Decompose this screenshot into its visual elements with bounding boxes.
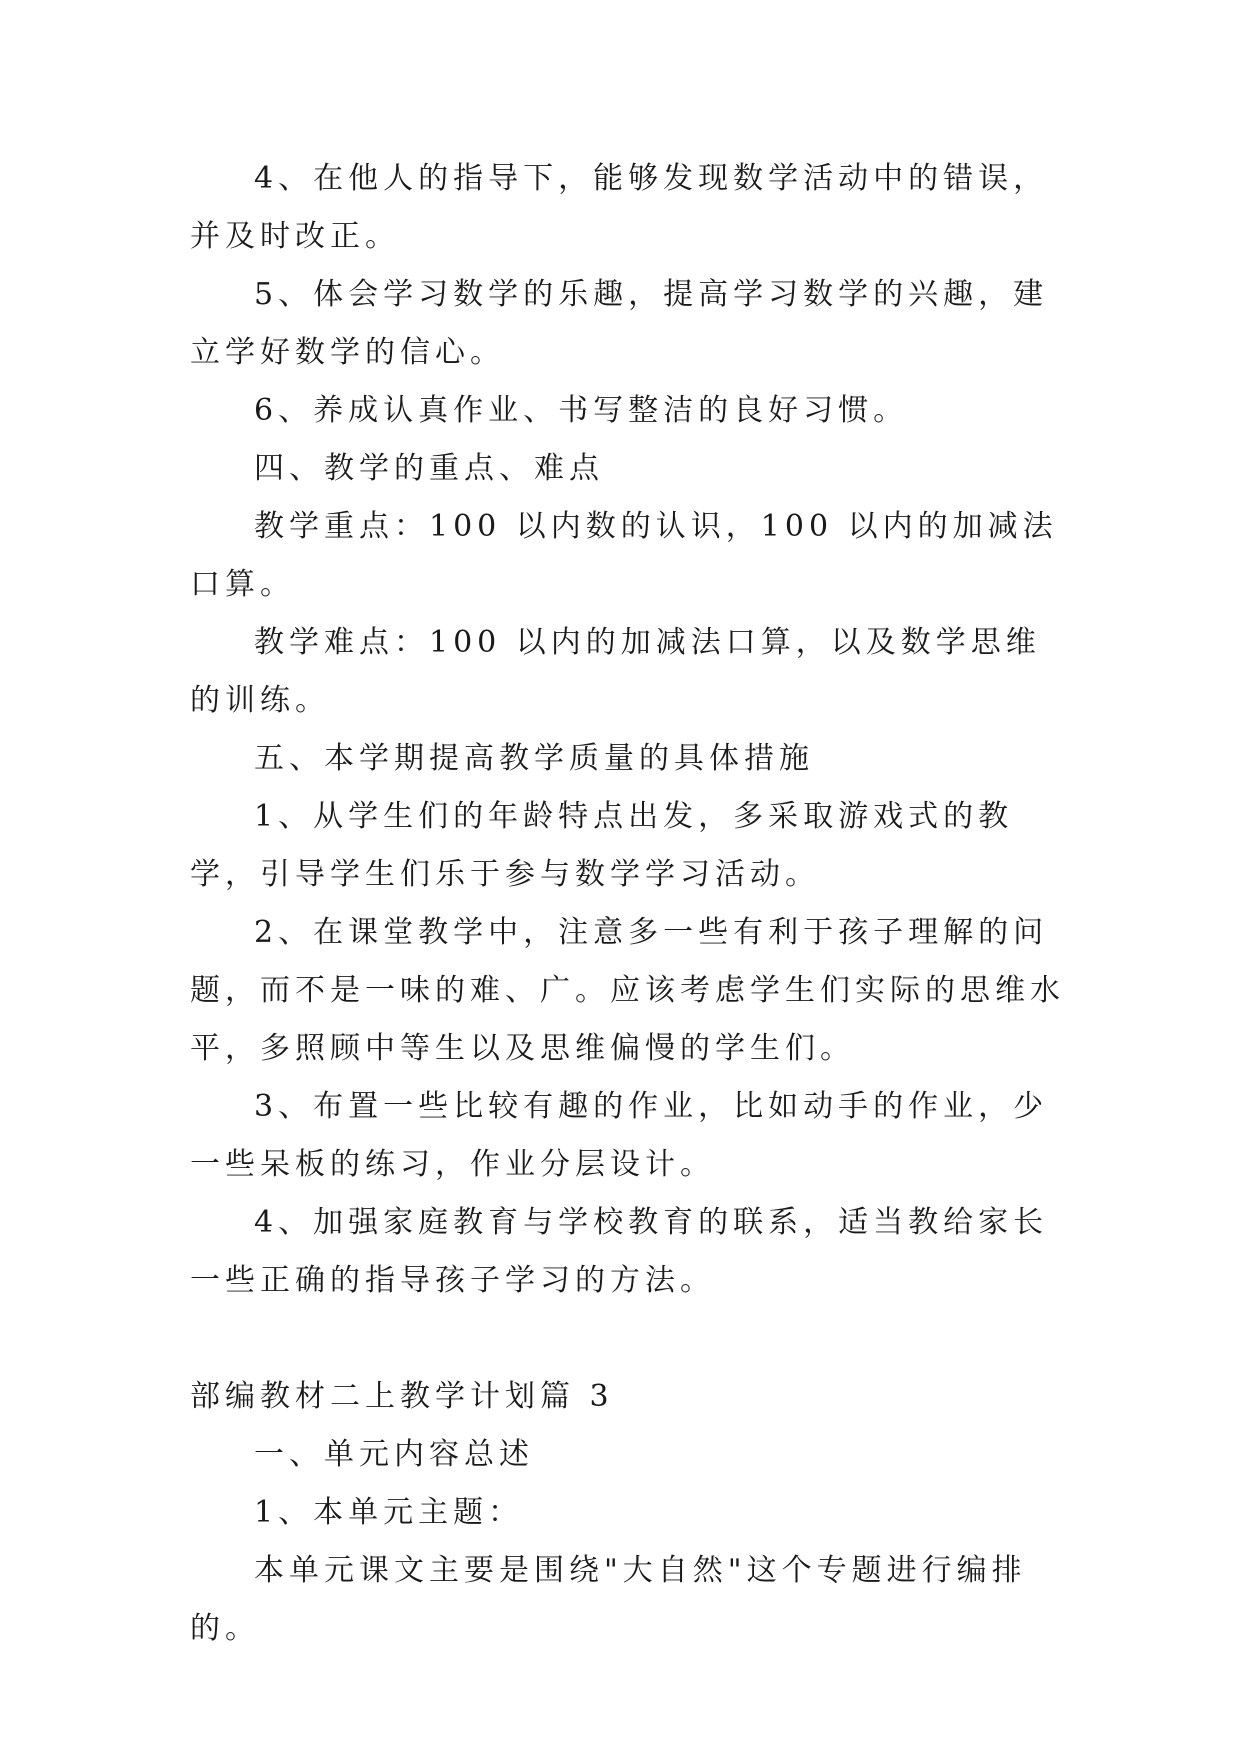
paragraph: 本单元课文主要是围绕"大自然"这个专题进行编排的。 — [190, 1553, 1027, 1646]
article-spacer — [190, 1310, 1070, 1368]
paragraph: 教学难点：100 以内的加减法口算，以及数学思维的训练。 — [190, 625, 1041, 718]
paragraph: 教学重点：100 以内数的认识，100 以内的加减法口算。 — [190, 509, 1058, 602]
paragraph: 3、布置一些比较有趣的作业，比如动手的作业，少一些呆板的练习，作业分层设计。 — [190, 1089, 1049, 1182]
document-body — [190, 150, 1070, 1658]
paragraph: 6、养成认真作业、书写整洁的良好习惯。 — [254, 393, 909, 428]
paragraph: 5、体会学习数学的乐趣，提高学习数学的兴趣，建立学好数学的信心。 — [190, 277, 1049, 370]
paragraph: 1、本单元主题： — [254, 1495, 524, 1530]
section-heading: 四、教学的重点、难点 — [254, 451, 604, 486]
paragraph: 2、在课堂教学中，注意多一些有利于孩子理解的问题，而不是一味的难、广。应该考虑学生们实际的思维水平，多照顾中等生以及思维偏慢的学生们。 — [190, 915, 1065, 1066]
paragraph: 4、在他人的指导下，能够发现数学活动中的错误，并及时改正。 — [190, 161, 1049, 254]
article-title: 部编教材二上教学计划篇 3 — [190, 1379, 614, 1414]
section-heading: 五、本学期提高教学质量的具体措施 — [254, 741, 814, 776]
section-heading: 一、单元内容总述 — [254, 1437, 534, 1472]
paragraph: 4、加强家庭教育与学校教育的联系，适当教给家长一些正确的指导孩子学习的方法。 — [190, 1205, 1049, 1298]
paragraph: 1、从学生们的年龄特点出发，多采取游戏式的教学，引导学生们乐于参与数学学习活动。 — [190, 799, 1014, 892]
